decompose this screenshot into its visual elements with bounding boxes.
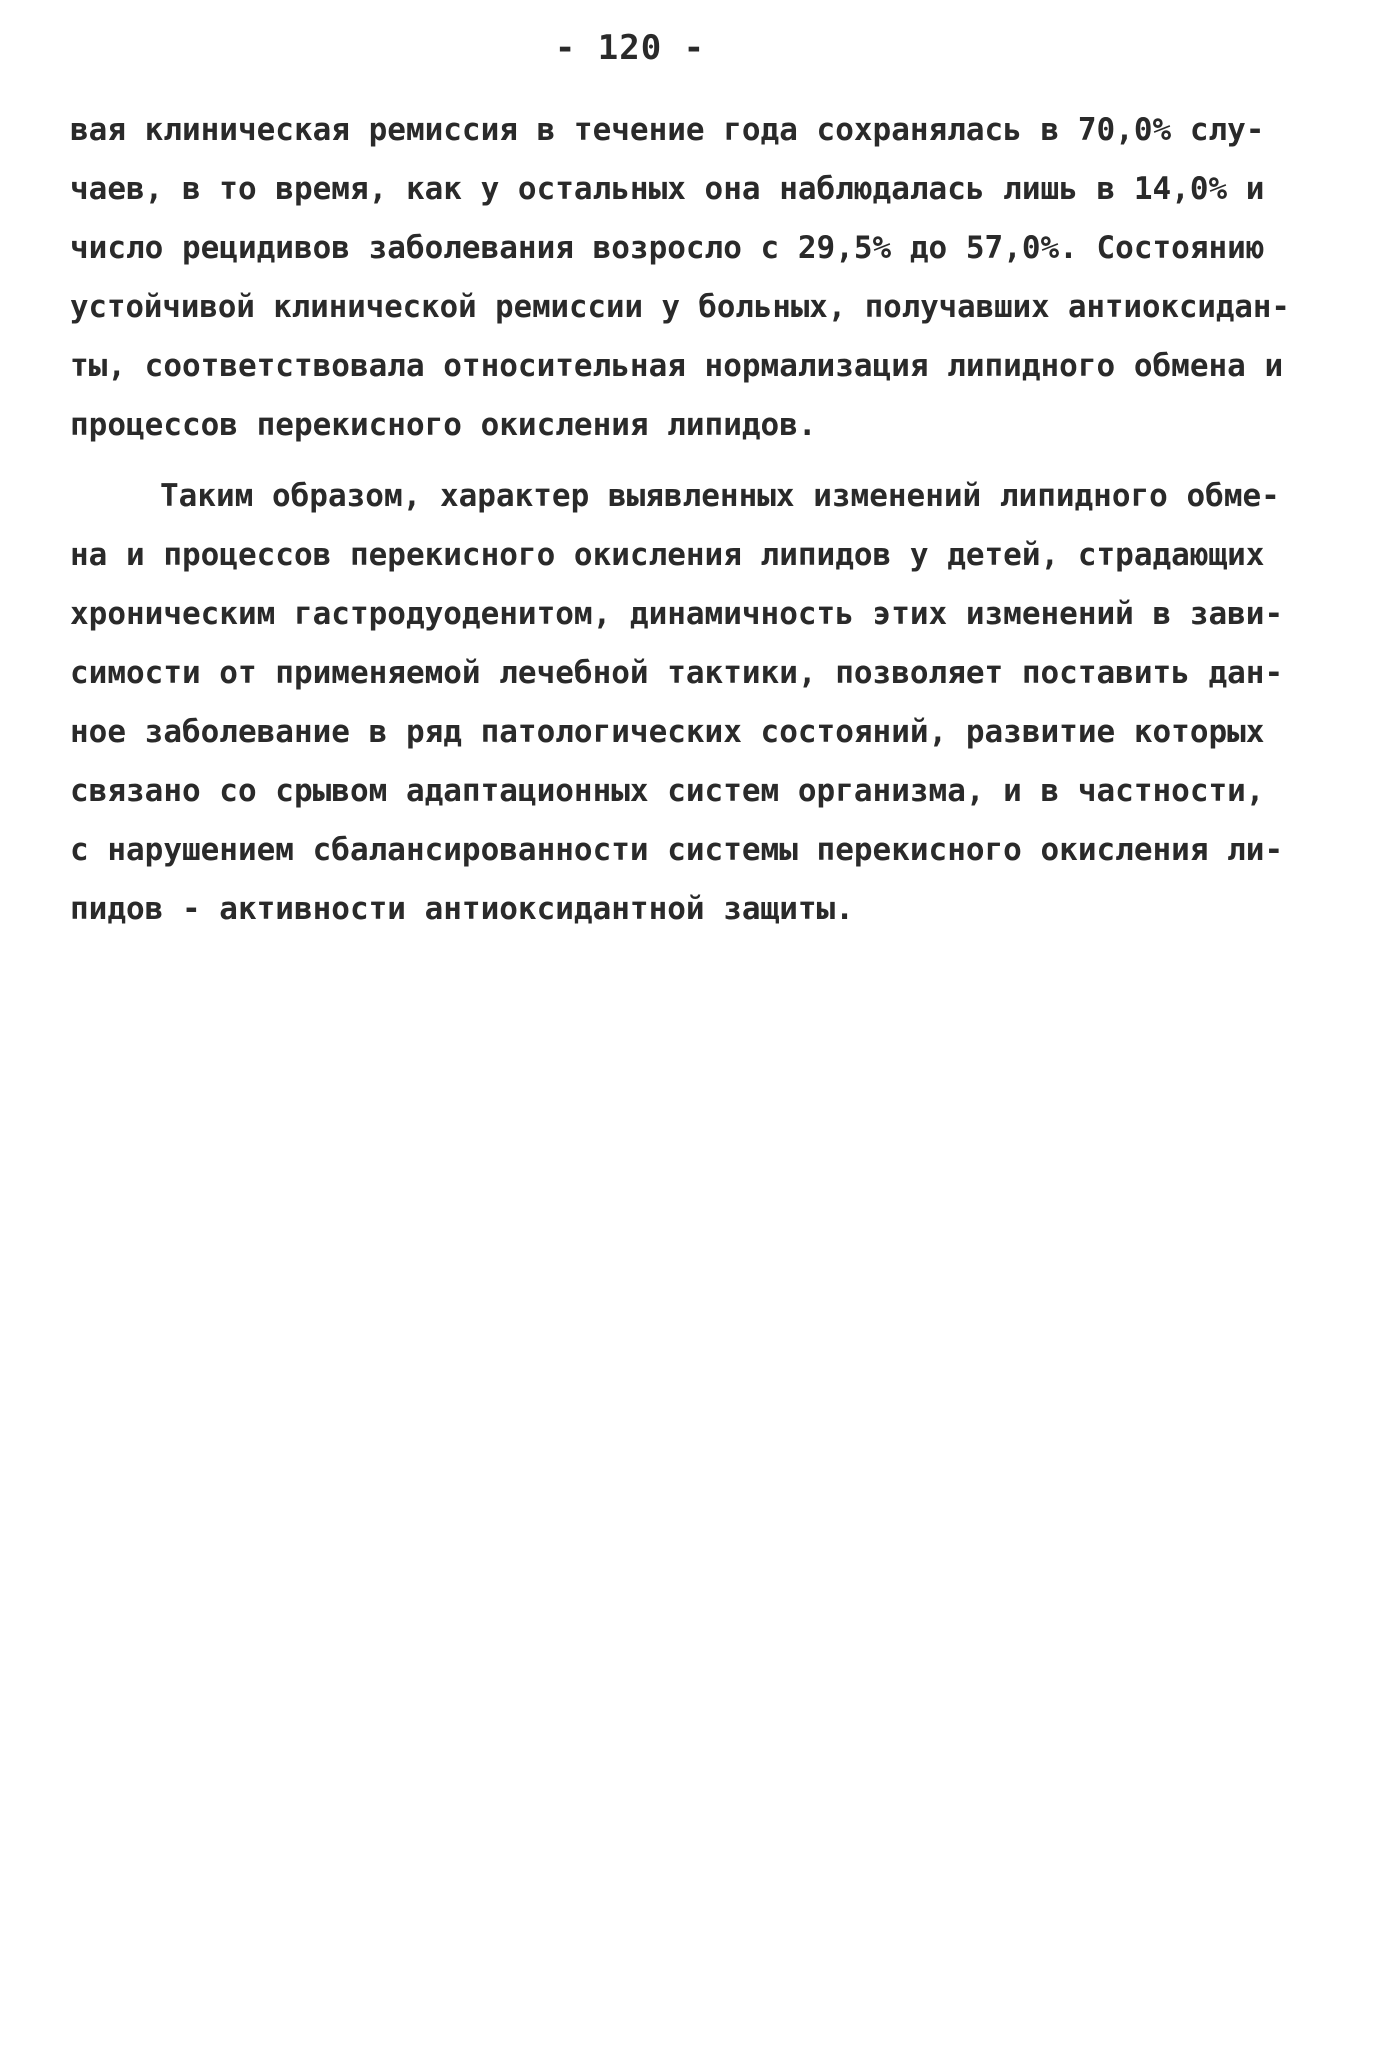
text-line: чаев, в то время, как у остальных она наблюдалась лишь в 14,0% и [70, 171, 1265, 207]
text-line: хроническим гастродуоденитом, динамичность этих изменений в зави- [70, 596, 1284, 632]
text-line: связано со срывом адаптационных систем организма, и в частности, [70, 773, 1265, 809]
text-line: с нарушением сбалансированности системы перекисного окисления ли- [70, 832, 1284, 868]
text-line: вая клиническая ремиссия в течение года сохранялась в 70,0% слу- [70, 112, 1265, 148]
text-line: Таким образом, характер выявленных изменений липидного обме- [160, 478, 1280, 514]
text-line: симости от применяемой лечебной тактики, позволяет поставить дан- [70, 655, 1284, 691]
text-line: число рецидивов заболевания возросло с 29,5% до 57,0%. Состоянию [70, 230, 1265, 266]
text-line: пидов - активности антиоксидантной защиты. [70, 891, 854, 927]
page-number: - 120 - [554, 28, 706, 68]
text-line: ное заболевание в ряд патологических состояний, развитие которых [70, 714, 1265, 750]
text-line: ты, соответствовала относительная нормализация липидного обмена и [70, 348, 1284, 384]
text-line: устойчивой клинической ремиссии у больных, получавших антиоксидан- [70, 289, 1290, 325]
text-line: на и процессов перекисного окисления липидов у детей, страдающих [70, 537, 1265, 573]
text-line: процессов перекисного окисления липидов. [70, 407, 817, 443]
